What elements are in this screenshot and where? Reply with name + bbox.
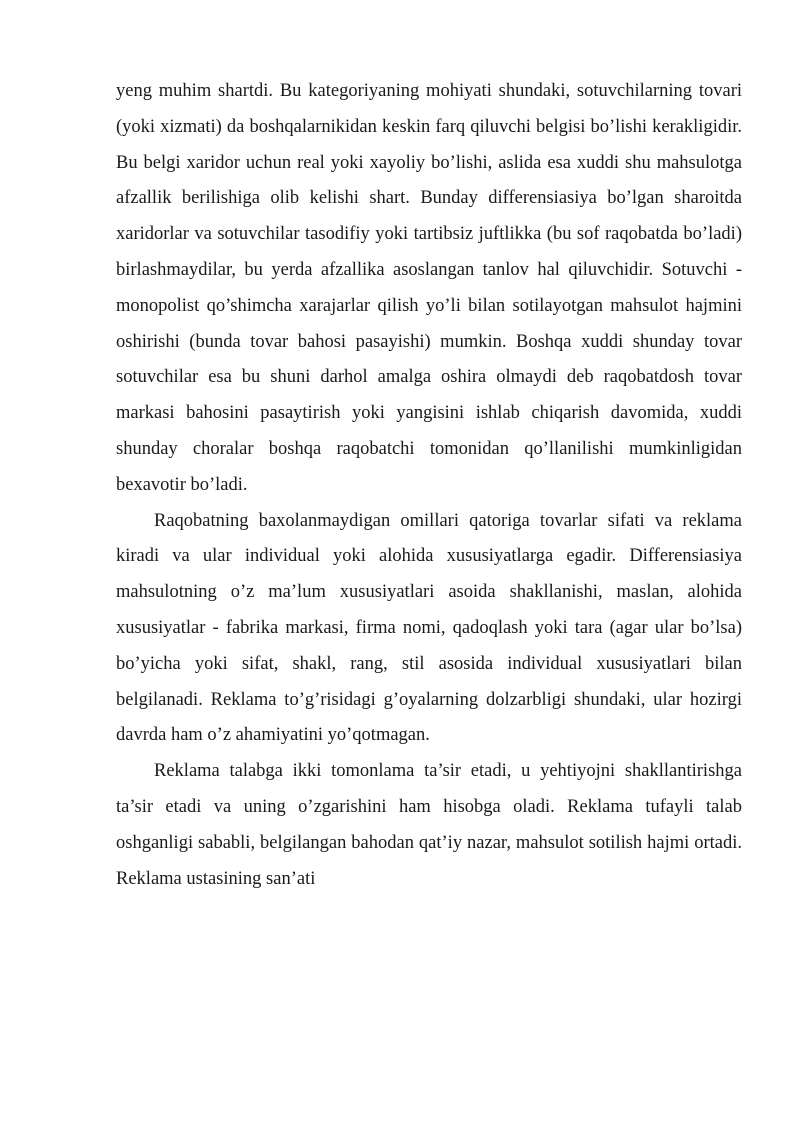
paragraph-continued: yeng muhim shartdi. Bu kategoriyaning mohiyati shundaki, sotuvchilarning tovari (yoki xizmati) da boshqalarnikidan keskin farq qiluvchi belgisi bo’lishi kerakligidir. Bu belgi xaridor uchun real yoki xayoliy bo’lishi, aslida esa xuddi shu mahsulotga afzallik berilishiga olib kelishi shart. Bunday differensiasiya bo’lgan sharoitda xaridorlar va sotuvchilar tasodifiy yoki tartibsiz juftlikka (bu sof raqobatda bo’ladi) birlashmaydilar, bu yerda afzallika asoslangan tanlov hal qiluvchidir. Sotuvchi - monopolist qo’shimcha xarajarlar qilish yo’li bilan sotilayotgan mahsulot hajmini oshirishi (bunda tovar bahosi pasayishi) mumkin. Boshqa xuddi shunday tovar sotuvchilar esa bu shuni darhol amalga oshira olmaydi deb raqobatdosh tovar markasi bahosini pasaytirish yoki yangisini ishlab chiqarish davomida, xuddi shunday choralar boshqa raqobatchi tomonidan qo’llanilishi mumkinligidan bexavotir bo’ladi.	[116, 81, 742, 495]
paragraph-reklama-talab: Reklama talabga ikki tomonlama ta’sir etadi, u yehtiyojni shakllantirishga ta’sir etadi va uning o’zgarishini ham hisobga oladi. Reklama tufayli talab oshganligi sababli, belgilangan bahodan qat’iy nazar, mahsulot sotilish hajmi ortadi. Reklama ustasining san’ati	[116, 761, 742, 889]
document-page	[116, 74, 742, 897]
paragraph-raqobat-omillari: Raqobatning baxolanmaydigan omillari qatoriga tovarlar sifati va reklama kiradi va ular individual yoki alohida xususiyatlarga egadir. Differensiasiya mahsulotning o’z ma’lum xususiyatlari asoida shakllanishi, maslan, alohida xususiyatlar - fabrika markasi, firma nomi, qadoqlash yoki tara (agar ular bo’lsa) bo’yicha yoki sifat, shakl, rang, stil asosida individual xususiyatlari bilan belgilanadi. Reklama to’g’risidagi g’oyalarning dolzarbligi shundaki, ular hozirgi davrda ham o’z ahamiyatini yo’qotmagan.	[116, 510, 742, 746]
